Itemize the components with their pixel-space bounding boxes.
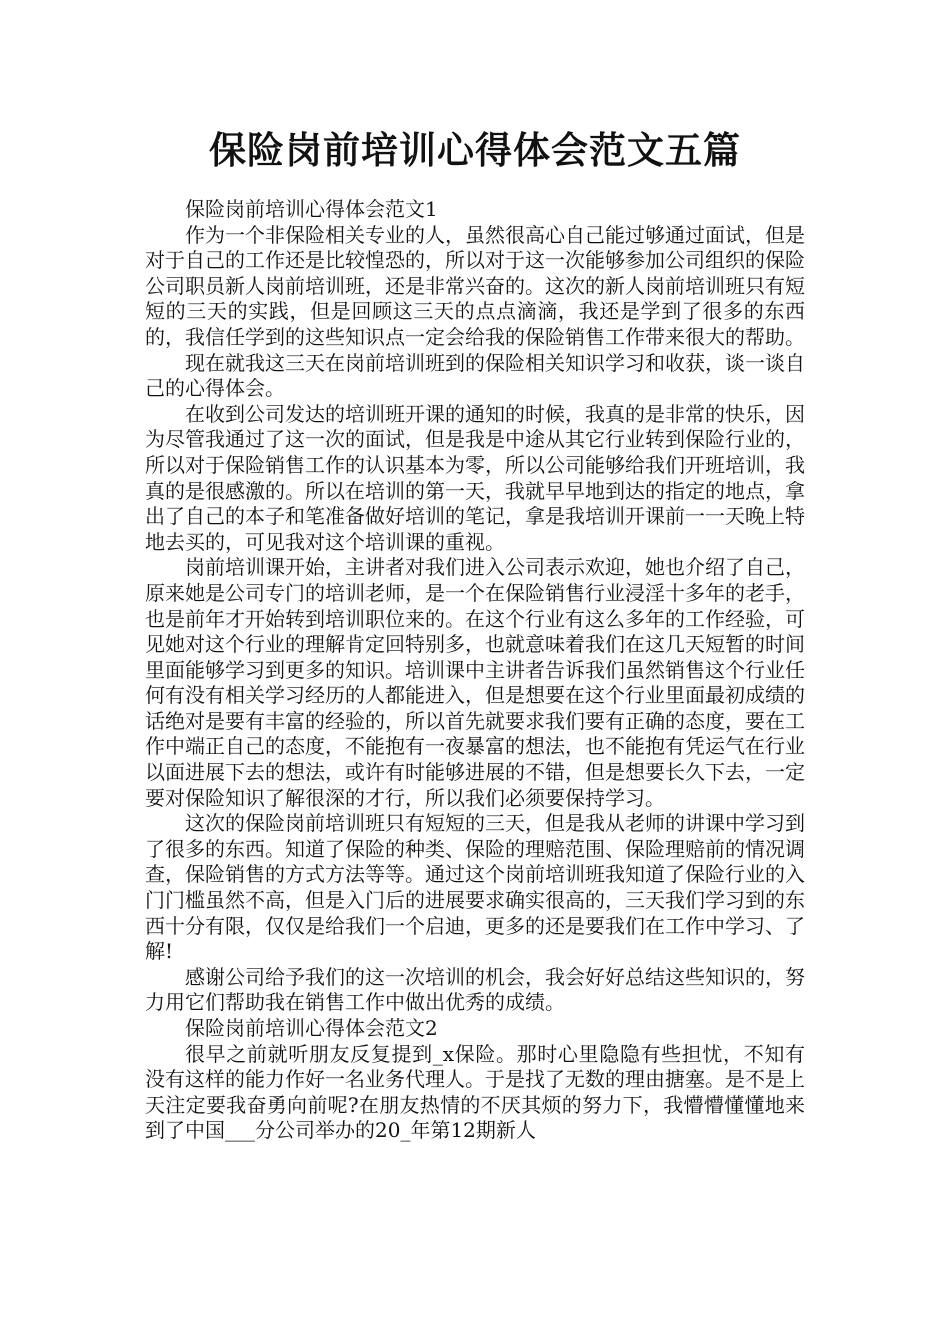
body-paragraph: 感谢公司给予我们的这一次培训的机会，我会好好总结这些知识的，努力用它们帮助我在销售工作中做出优秀的成绩。 xyxy=(145,964,805,1015)
body-paragraph: 岗前培训课开始，主讲者对我们进入公司表示欢迎，她也介绍了自己，原来她是公司专门的培训老师，是一个在保险销售行业浸淫十多年的老手，也是前年才开始转到培训职位来的。在这个行业有这么多年的工作经验，可见她对这个行业的理解肯定回特别多，也就意味着我们在这几天短暂的时间里面能够学习到更多的知识。培训课中主讲者告诉我们虽然销售这个行业任何有没有相关学习经历的人都能进入，但是想要在这个行业里面最初成绩的话绝对是要有丰富的经验的，所以首先就要求我们要有正确的态度，要在工作中端正自己的态度，不能抱有一夜暴富的想法，也不能抱有凭运气在行业以面进展下去的想法，或许有时能够进展的不错，但是想要长久下去，一定要对保险知识了解很深的才行，所以我们必须要保持学习。 xyxy=(145,555,805,810)
document-body xyxy=(145,197,805,1144)
body-paragraph: 这次的保险岗前培训班只有短短的三天，但是我从老师的讲课中学习到了很多的东西。知道了保险的种类、保险的理赔范围、保险理赔前的情况调查，保险销售的方式方法等等。通过这个岗前培训班我知道了保险行业的入门门槛虽然不高，但是入门后的进展要求确实很高的，三天我们学习到的东西十分有限，仅仅是给我们一个启迪，更多的还是要我们在工作中学习、了解! xyxy=(145,811,805,964)
body-paragraph: 现在就我这三天在岗前培训班到的保险相关知识学习和收获，谈一谈自己的心得体会。 xyxy=(145,350,805,401)
body-paragraph: 作为一个非保险相关专业的人，虽然很高心自己能过够通过面试，但是对于自己的工作还是比较惶恐的，所以对于这一次能够参加公司组织的保险公司职员新人岗前培训班，还是非常兴奋的。这次的新人岗前培训班只有短短的三天的实践，但是回顾这三天的点点滴滴，我还是学到了很多的东西的，我信任学到的这些知识点一定会给我的保险销售工作带来很大的帮助。 xyxy=(145,222,805,349)
section-heading: 保险岗前培训心得体会范文1 xyxy=(185,197,438,221)
body-paragraph: 在收到公司发达的培训班开课的通知的时候，我真的是非常的快乐，因为尽管我通过了这一次的面试，但是我是中途从其它行业转到保险行业的，所以对于保险销售工作的认识基本为零，所以公司能够给我们开班培训，我真的是很感激的。所以在培训的第一天，我就早早地到达的指定的地点，拿出了自己的本子和笔准备做好培训的笔记，拿是我培训开课前一一天晚上特地去买的，可见我对这个培训课的重视。 xyxy=(145,401,805,554)
document-title: 保险岗前培训心得体会范文五篇 xyxy=(209,129,741,172)
section-heading: 保险岗前培训心得体会范文2 xyxy=(185,1016,438,1040)
body-paragraph: 很早之前就听朋友反复提到_x保险。那时心里隐隐有些担忧，不知有没有这样的能力作好一名业务代理人。于是找了无数的理由搪塞。是不是上天注定要我奋勇向前呢?在朋友热情的不厌其烦的努力下，我懵懵懂懂地来到了中国___分公司举办的20_年第12期新人 xyxy=(145,1041,805,1143)
